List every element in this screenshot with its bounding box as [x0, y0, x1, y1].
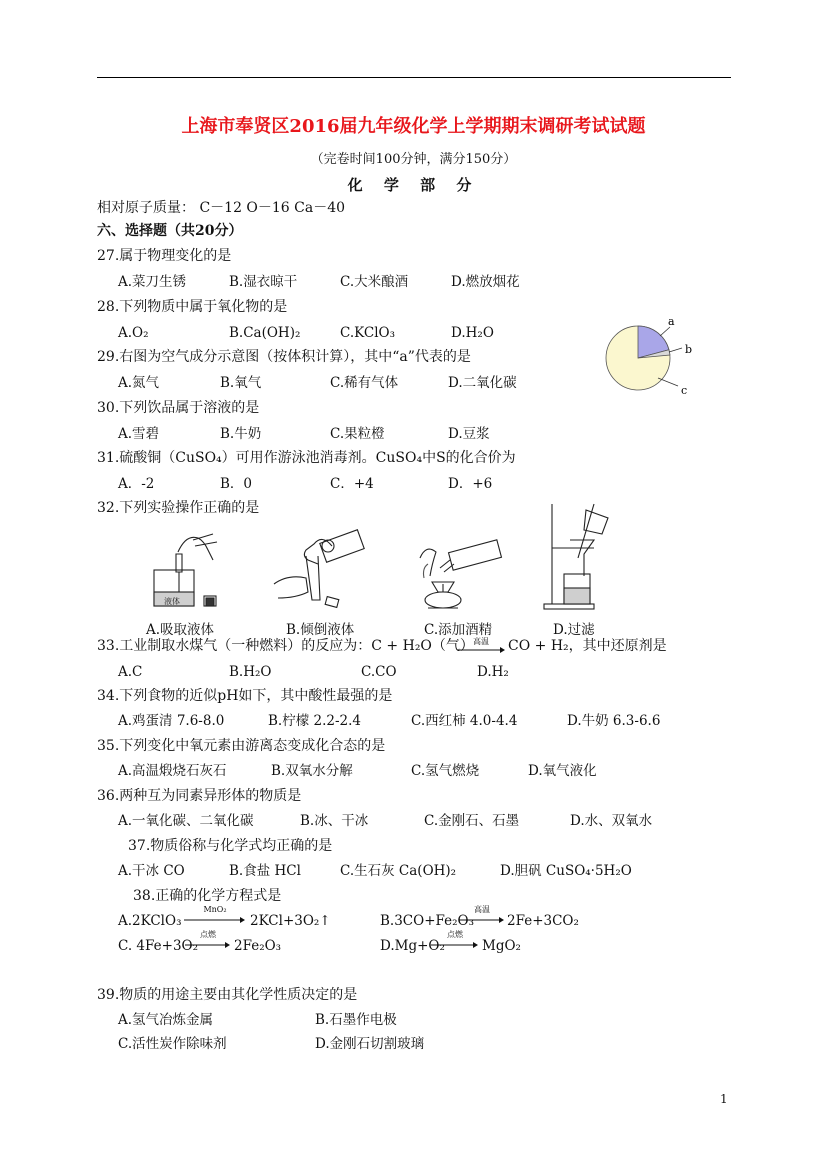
- q29-option-c: C.稀有气体: [330, 375, 399, 391]
- q39-option-b: B.石墨作电极: [315, 1012, 397, 1028]
- q31-option-b: B．0: [220, 476, 253, 492]
- q38-b-left: B.3CO+Fe₂O₃: [380, 913, 475, 929]
- question-29: 29.右图为空气成分示意图（按体积计算），其中“a”代表的是: [97, 349, 471, 365]
- q33-condition: 高温: [473, 637, 489, 646]
- q30-option-c: C.果粒橙: [330, 426, 385, 442]
- q30-option-d: D.豆浆: [448, 426, 490, 442]
- q29-option-d: D.二氧化碳: [448, 375, 517, 391]
- q34-option-b: B.柠檬 2.2-2.4: [268, 713, 362, 729]
- q38-d-condition: 点燃: [447, 930, 463, 939]
- q37-option-a: A.干冰 CO: [118, 863, 185, 879]
- question-28: 28.下列物质中属于氧化物的是: [97, 299, 288, 315]
- q38-c-condition: 点燃: [200, 930, 216, 939]
- q30-option-a: A.雪碧: [118, 426, 160, 442]
- q38-c-arrow: [184, 941, 232, 949]
- q28-option-b: B.Ca(OH)₂: [229, 325, 301, 341]
- question-39: 39.物质的用途主要由其化学性质决定的是: [97, 987, 358, 1003]
- q38-c-right: 2Fe₂O₃: [234, 938, 282, 954]
- pie-leader-b: [669, 348, 682, 352]
- q38-b-right: 2Fe+3CO₂: [507, 913, 579, 929]
- pouring-image: [262, 524, 382, 614]
- q30-option-b: B.牛奶: [220, 426, 262, 442]
- q36-option-b: B.冰、干冰: [300, 813, 369, 829]
- q36-option-c: C.金刚石、石墨: [424, 813, 520, 829]
- pie-leader-c: [658, 378, 678, 386]
- q32-option-d: D.过滤: [553, 622, 595, 638]
- q39-option-a: A.氢气冶炼金属: [118, 1012, 214, 1028]
- atomic-mass-line: 相对原子质量： C－12 O－16 Ca－40: [97, 200, 346, 216]
- q38-d-arrow: [430, 941, 480, 949]
- q31-option-d: D．+6: [448, 476, 493, 492]
- exam-duration: （完卷时间100分钟，满分150分）: [310, 152, 517, 167]
- q28-option-a: A.O₂: [118, 325, 149, 341]
- q35-option-a: A.高温煅烧石灰石: [118, 763, 227, 779]
- pie-label-c: c: [681, 384, 688, 397]
- q29-option-b: B.氧气: [220, 375, 262, 391]
- q36-option-a: A.一氧化碳、二氧化碳: [118, 813, 254, 829]
- page-number: 1: [720, 1092, 728, 1106]
- q32-option-a: A.吸取液体: [146, 622, 215, 638]
- q37-option-b: B.食盐 HCl: [229, 863, 301, 879]
- header-rule: [97, 77, 731, 78]
- question-36: 36.两种互为同素异形体的物质是: [97, 788, 302, 804]
- q33-arrow: [456, 646, 506, 654]
- q28-option-d: D.H₂O: [451, 325, 494, 341]
- question-38: 38.正确的化学方程式是: [133, 888, 282, 904]
- question-32: 32.下列实验操作正确的是: [97, 500, 260, 516]
- pie-leader-a: [660, 327, 670, 336]
- q38-c-left: C. 4Fe+3O₂: [118, 938, 199, 954]
- q33-option-c: C.CO: [361, 664, 397, 680]
- q38-a-left: A.2KClO₃: [118, 913, 182, 929]
- q27-option-b: B.湿衣晾干: [229, 274, 298, 290]
- q37-option-d: D.胆矾 CuSO₄·5H₂O: [500, 863, 632, 879]
- question-31: 31.硫酸铜（CuSO₄）可用作游泳池消毒剂。CuSO₄中S的化合价为: [97, 450, 516, 466]
- q35-option-c: C.氢气燃烧: [411, 763, 480, 779]
- svg-text:液体: 液体: [164, 597, 180, 606]
- alcohol-lamp-image: [410, 528, 510, 614]
- q35-option-d: D.氧气液化: [528, 763, 597, 779]
- q33-option-d: D.H₂: [477, 664, 509, 680]
- page-title: 上海市奉贤区2016届九年级化学上学期期末调研考试试题: [181, 116, 646, 137]
- q33-option-b: B.H₂O: [229, 664, 272, 680]
- question-27: 27.属于物理变化的是: [97, 248, 232, 264]
- question-30: 30.下列饮品属于溶液的是: [97, 400, 260, 416]
- question-35: 35.下列变化中氧元素由游离态变成化合态的是: [97, 738, 386, 754]
- q37-option-c: C.生石灰 Ca(OH)₂: [340, 863, 457, 879]
- q38-a-condition: MnO₂: [203, 905, 227, 914]
- q38-d-right: MgO₂: [482, 938, 521, 954]
- air-composition-pie: [598, 310, 708, 406]
- q28-option-c: C.KClO₃: [340, 325, 395, 341]
- question-37: 37.物质俗称与化学式均正确的是: [128, 838, 333, 854]
- dropper-image: [148, 522, 228, 614]
- q34-option-a: A.鸡蛋清 7.6-8.0: [118, 713, 225, 729]
- q38-d-left: D.Mg+O₂: [380, 938, 445, 954]
- question-33-pre: 33.工业制取水煤气（一种燃料）的反应为：C + H₂O（气）: [97, 638, 474, 654]
- question-33-post: CO + H₂，其中还原剂是: [508, 638, 667, 654]
- pie-label-a: a: [668, 315, 675, 328]
- q29-option-a: A.氮气: [118, 375, 160, 391]
- q31-option-c: C．+4: [330, 476, 374, 492]
- q38-a-arrow: [183, 916, 247, 924]
- q34-option-c: C.西红柿 4.0-4.4: [411, 713, 518, 729]
- section-heading: 化 学 部 分: [347, 176, 480, 194]
- q32-option-b: B.倾倒液体: [286, 622, 355, 638]
- part-title: 六、选择题（共20分）: [97, 223, 243, 239]
- q39-option-d: D.金刚石切割玻璃: [315, 1036, 425, 1052]
- q38-a-right: 2KCl+3O₂↑: [250, 913, 331, 929]
- q34-option-d: D.牛奶 6.3-6.6: [567, 713, 661, 729]
- pie-label-b: b: [685, 343, 693, 356]
- q35-option-b: B.双氧水分解: [271, 763, 353, 779]
- q36-option-d: D.水、双氧水: [570, 813, 653, 829]
- question-34: 34.下列食物的近似pH如下，其中酸性最强的是: [97, 688, 393, 704]
- q39-option-c: C.活性炭作除味剂: [118, 1036, 227, 1052]
- q27-option-a: A.菜刀生锈: [118, 274, 187, 290]
- q33-option-a: A.C: [118, 664, 143, 680]
- q38-b-condition: 高温: [474, 905, 490, 914]
- q27-option-d: D.燃放烟花: [451, 274, 520, 290]
- q31-option-a: A．-2: [118, 476, 155, 492]
- q32-option-c: C.添加酒精: [424, 622, 493, 638]
- q27-option-c: C.大米酿酒: [340, 274, 409, 290]
- q38-b-arrow: [458, 916, 506, 924]
- filtration-image: [540, 500, 620, 612]
